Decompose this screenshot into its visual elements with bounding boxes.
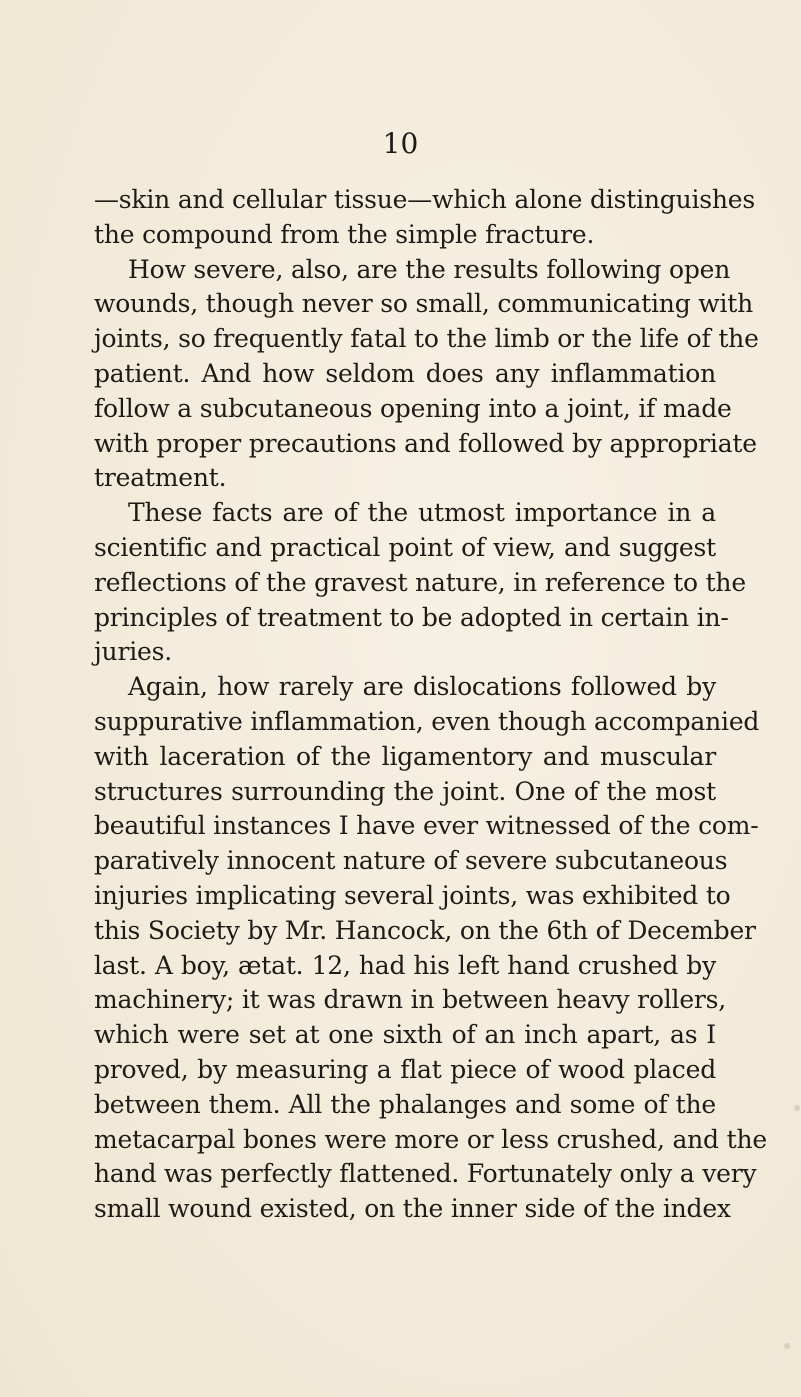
text-line: joints, so frequently fatal to the limb or the life of the bbox=[94, 324, 759, 354]
text-line: this Society by Mr. Hancock, on the 6th of December bbox=[94, 915, 756, 945]
body-text bbox=[94, 183, 767, 1227]
text-line: injuries implicating several joints, was exhibited to bbox=[94, 880, 731, 910]
text-line: wounds, though never so small, communicating with bbox=[94, 289, 753, 319]
paper-blemish bbox=[794, 1105, 800, 1111]
text-line: How severe, also, are the results following open bbox=[128, 254, 731, 284]
text-line: treatment. bbox=[94, 463, 227, 493]
text-line: the compound from the simple fracture. bbox=[94, 219, 595, 249]
text-line: proved, by measuring a flat piece of wood placed bbox=[94, 1054, 716, 1084]
paper-blemish bbox=[784, 1343, 790, 1349]
text-line: which were set at one sixth of an inch apart, as I bbox=[94, 1020, 716, 1050]
text-line: —skin and cellular tissue—which alone distinguishes bbox=[94, 185, 756, 214]
text-line: between them. All the phalanges and some of the bbox=[94, 1089, 716, 1119]
text-line: principles of treatment to be adopted in certain in- bbox=[94, 602, 729, 632]
text-line: suppurative inflammation, even though accompanied bbox=[94, 706, 760, 736]
text-line: Again, how rarely are dislocations followed by bbox=[128, 672, 716, 702]
text-line: These facts are of the utmost importance in a bbox=[128, 498, 716, 528]
text-line: scientific and practical point of view, and suggest bbox=[94, 532, 716, 562]
text-line: with laceration of the ligamentory and muscular bbox=[94, 741, 716, 771]
text-line: patient. And how seldom does any inflammation bbox=[94, 358, 716, 388]
text-line: beautiful instances I have ever witnessed of the com- bbox=[94, 811, 759, 841]
text-line: small wound existed, on the inner side of the index bbox=[94, 1194, 731, 1224]
text-line: structures surrounding the joint. One of the most bbox=[94, 776, 716, 806]
text-line: juries. bbox=[94, 637, 172, 667]
page-number: 10 bbox=[382, 127, 419, 160]
text-line: reflections of the gravest nature, in reference to the bbox=[94, 567, 746, 597]
text-line: metacarpal bones were more or less crushed, and the bbox=[94, 1124, 767, 1154]
text-line: last. A boy, ætat. 12, had his left hand crushed by bbox=[94, 950, 716, 980]
text-line: paratively innocent nature of severe subcutaneous bbox=[94, 846, 728, 876]
text-line: follow a subcutaneous opening into a joint, if made bbox=[94, 393, 732, 423]
text-line: machinery; it was drawn in between heavy rollers, bbox=[94, 985, 727, 1015]
text-line: hand was perfectly flattened. Fortunately only a very bbox=[94, 1159, 757, 1189]
text-line: with proper precautions and followed by appropriate bbox=[94, 428, 757, 458]
